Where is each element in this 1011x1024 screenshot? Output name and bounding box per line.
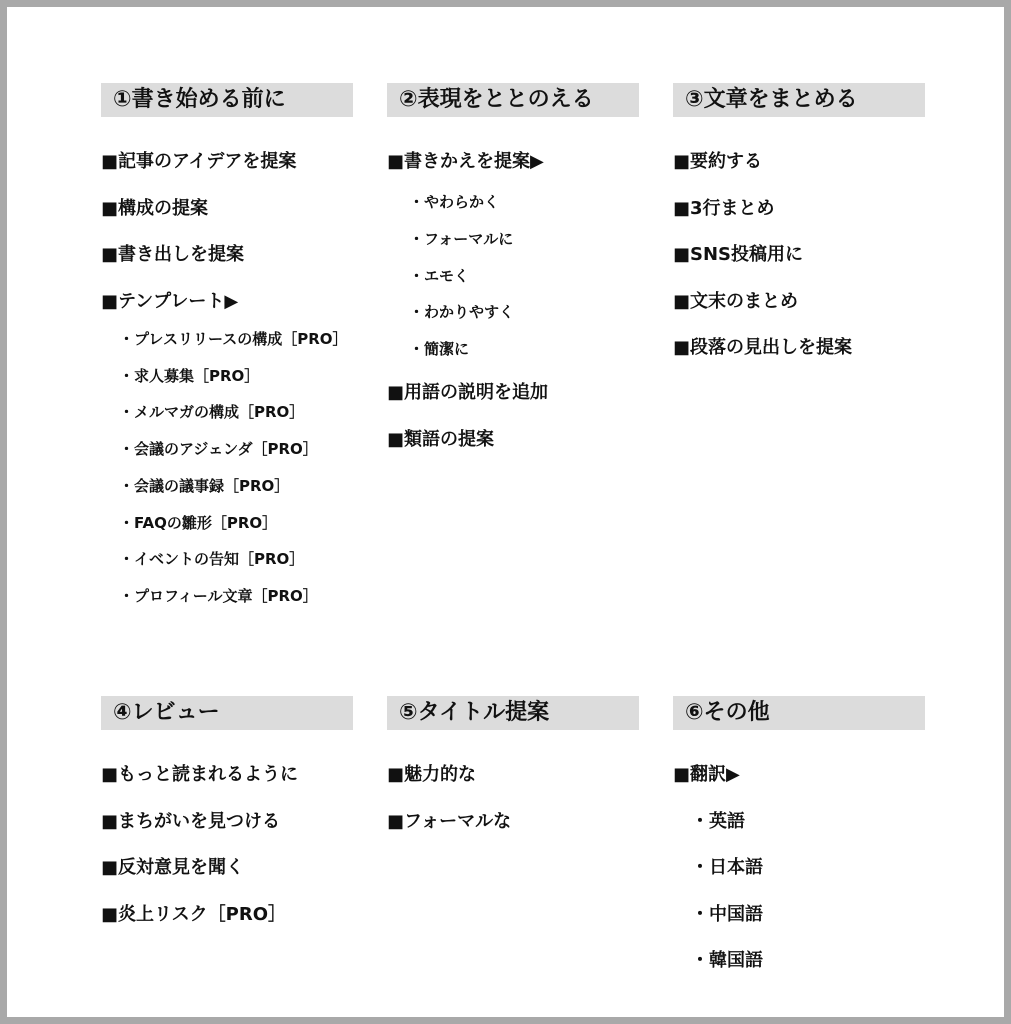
menu-item-synonyms[interactable]: ■類語の提案 <box>387 429 495 450</box>
submenu-item-korean[interactable]: ・韓国語 <box>691 950 763 971</box>
section-heading: ④レビュー <box>101 696 353 730</box>
menu-item-counter-opinion[interactable]: ■反対意見を聞く <box>101 857 245 878</box>
section-before-writing <box>101 83 353 623</box>
submenu-item-formal[interactable]: ・フォーマルに <box>409 230 514 248</box>
menu-item-summarize[interactable]: ■要約する <box>673 151 763 172</box>
menu-item-article-ideas[interactable]: ■記事のアイデアを提案 <box>101 151 297 172</box>
section-title-suggest <box>387 696 639 846</box>
section-other <box>673 696 925 986</box>
submenu-item-softer[interactable]: ・やわらかく <box>409 193 500 211</box>
section-heading: ①書き始める前に <box>101 83 353 117</box>
submenu-item-chinese[interactable]: ・中国語 <box>691 904 763 925</box>
menu-item-three-lines[interactable]: ■3行まとめ <box>673 198 775 219</box>
menu-item-closing-summary[interactable]: ■文末のまとめ <box>673 291 799 312</box>
submenu-item-english[interactable]: ・英語 <box>691 811 745 832</box>
section-heading: ③文章をまとめる <box>673 83 925 117</box>
menu-item-flame-risk[interactable]: ■炎上リスク［PRO］ <box>101 904 287 925</box>
menu-item-find-mistakes[interactable]: ■まちがいを見つける <box>101 811 281 832</box>
menu-item-attractive[interactable]: ■魅力的な <box>387 764 477 785</box>
submenu-item-japanese[interactable]: ・日本語 <box>691 857 763 878</box>
menu-item-structure[interactable]: ■構成の提案 <box>101 198 209 219</box>
section-review <box>101 696 353 936</box>
submenu-item-clear[interactable]: ・わかりやすく <box>409 303 515 321</box>
menu-item-paragraph-headings[interactable]: ■段落の見出しを提案 <box>673 337 853 358</box>
submenu-item-press-release[interactable]: ・プレスリリースの構成［PRO］ <box>119 330 348 348</box>
submenu-item-concise[interactable]: ・簡潔に <box>409 340 470 358</box>
section-heading: ⑥その他 <box>673 696 925 730</box>
menu-item-translate[interactable]: ■翻訳▶ <box>673 764 740 785</box>
submenu-item-emotional[interactable]: ・エモく <box>409 267 470 285</box>
submenu-item-minutes[interactable]: ・会議の議事録［PRO］ <box>119 477 290 495</box>
menu-item-sns-post[interactable]: ■SNS投稿用に <box>673 244 803 265</box>
submenu-item-agenda[interactable]: ・会議のアジェンダ［PRO］ <box>119 440 318 458</box>
menu-item-rewrite[interactable]: ■書きかえを提案▶ <box>387 151 544 172</box>
menu-item-template[interactable]: ■テンプレート▶ <box>101 291 239 312</box>
submenu-item-event[interactable]: ・イベントの告知［PRO］ <box>119 550 305 568</box>
section-heading: ⑤タイトル提案 <box>387 696 639 730</box>
section-refine-expression <box>387 83 639 463</box>
submenu-item-newsletter[interactable]: ・メルマガの構成［PRO］ <box>119 403 305 421</box>
menu-item-opening[interactable]: ■書き出しを提案 <box>101 244 245 265</box>
section-summarize <box>673 83 925 373</box>
submenu-item-faq[interactable]: ・FAQの雛形［PRO］ <box>119 514 278 532</box>
menu-item-more-readable[interactable]: ■もっと読まれるように <box>101 764 299 785</box>
menu-item-term-explanation[interactable]: ■用語の説明を追加 <box>387 382 549 403</box>
menu-item-formal-title[interactable]: ■フォーマルな <box>387 811 512 832</box>
submenu-item-profile[interactable]: ・プロフィール文章［PRO］ <box>119 587 318 605</box>
submenu-item-job-posting[interactable]: ・求人募集［PRO］ <box>119 367 260 385</box>
section-heading: ②表現をととのえる <box>387 83 639 117</box>
